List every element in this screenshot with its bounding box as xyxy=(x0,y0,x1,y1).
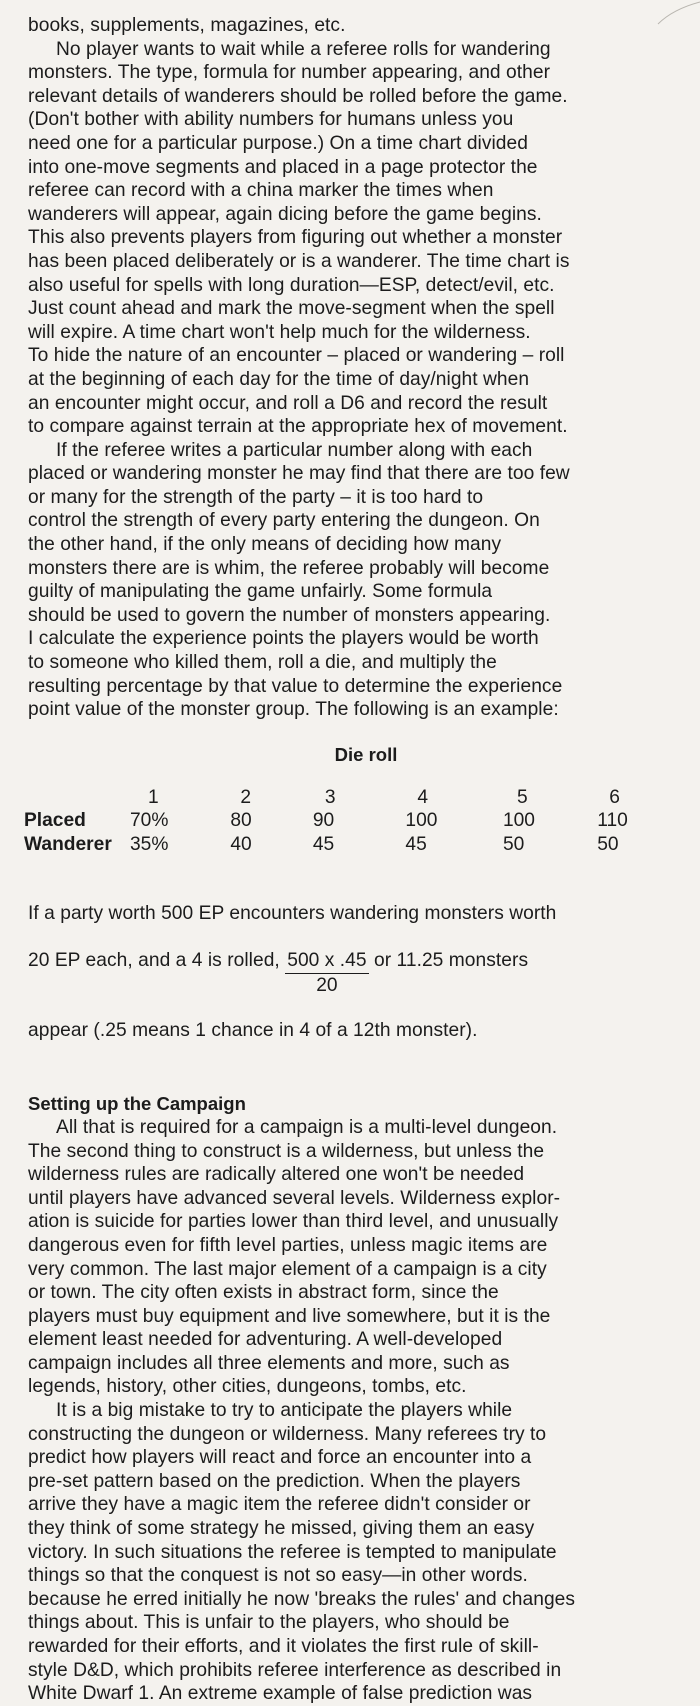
table-column-header: 2 xyxy=(240,786,251,808)
table-column-header: 6 xyxy=(609,786,620,808)
table-column-header: 4 xyxy=(417,786,429,808)
section-heading: Setting up the Campaign xyxy=(28,1093,246,1115)
paragraph-continuation: books, supplements, magazines, etc. xyxy=(28,15,346,36)
table-cell: 100 xyxy=(405,810,438,832)
paragraph-anticipation: It is a big mistake to try to anticipate the players while constructing the dungeon or wilderness. Many referees try to predict how players will react and force an encounter into a pre-set pattern based on the prediction. When the players arrive they have a magic item the referee didn't consider or they think of some strategy he missed, giving them an easy victory. In such situations the referee is tempted to manipulate things so that the conquest is not so easy—in other words. because he erred initially he now 'breaks the rules' and changes things about. This is unfair to the players, who should be rewarded for their efforts, and it violates the first rule of skill- style D&D, which prohibits referee interference as described in White Dwarf 1. An extreme example of false prediction was xyxy=(28,1400,576,1705)
table-cell: 40 xyxy=(230,834,252,855)
table-row-wanderer xyxy=(24,833,670,857)
example-line-2-end: or 11.25 monsters xyxy=(374,950,529,972)
example-fraction xyxy=(285,949,368,997)
table-column-header: 3 xyxy=(324,786,336,808)
page-fold-mark xyxy=(590,0,700,110)
fraction-denominator: 20 xyxy=(316,974,338,996)
table-cell: 70% xyxy=(129,810,169,832)
table-row-label: Wanderer xyxy=(24,834,112,855)
table-cell: 100 xyxy=(502,810,535,832)
example-line-2 xyxy=(28,949,670,997)
table-cell: 90 xyxy=(312,810,335,832)
table-row-placed xyxy=(24,809,670,833)
die-roll-table-title: Die roll xyxy=(334,743,398,765)
table-cell: 35% xyxy=(129,834,169,855)
table-cell: 80 xyxy=(230,810,252,832)
example-line-2-start: 20 EP each, and a 4 is rolled, xyxy=(28,950,280,972)
table-cell: 50 xyxy=(502,834,525,855)
paragraph-campaign-elements: All that is required for a campaign is a multi-level dungeon. The second thing to construct is a wilderness, but unless the wilderness rules are radically altered one won't be needed until players have advanced several levels. Wilderness explor- ation is suicide for parties lower than third level, and unusually dangerous even for fifth level parties, unless magic items are very common. The last major element of a campaign is a city or town. The city often exists in abstract form, since the players must buy equipment and live somewhere, but it is the element least needed for adventuring. A well-developed campaign includes all three elements and more, such as legends, history, other cities, dungeons, tombs, etc. xyxy=(28,1116,561,1398)
table-column-header: 1 xyxy=(147,786,159,808)
table-cell: 45 xyxy=(312,834,335,855)
table-column-header: 5 xyxy=(516,786,528,808)
table-cell: 110 xyxy=(597,810,628,832)
table-cell: 45 xyxy=(405,834,427,855)
table-corner-cell xyxy=(24,786,130,810)
example-line-3: appear (.25 means 1 chance in 4 of a 12th monster). xyxy=(28,1020,478,1042)
table-cell: 50 xyxy=(597,834,619,855)
example-line-1: If a party worth 500 EP encounters wandering monsters worth xyxy=(28,903,557,925)
paragraph-monster-numbers: If the referee writes a particular number along with each placed or wandering monster he may find that there are too few or many for the strength of the party – it is too hard to control the strength of every party entering the dungeon. On the other hand, if the only means of deciding how many monsters there are is whim, the referee probably will become guilty of manipulating the game unfairly. Some formula should be used to govern the number of monsters appearing. I calculate the experience points the players would be worth to someone who killed them, roll a die, and multiply the resulting percentage by that value to determine the experience point value of the monster group. The following is an example: xyxy=(28,439,570,721)
paragraph-wandering-monsters: No player wants to wait while a referee rolls for wandering monsters. The type, formula for number appearing, and other relevant details of wanderers should be rolled before the game. (Don't bother with ability numbers for humans unless you need one for a particular purpose.) On a time chart divided into one-move segments and placed in a page protector the referee can record with a china marker the times when wanderers will appear, again dicing before the game begins. This also prevents players from figuring out whether a monster has been placed deliberately or is a wanderer. The time chart is also useful for spells with long duration—ESP, detect/evil, etc. Just count ahead and mark the move-segment when the spell will expire. A time chart won't help much for the wilderness. To hide the nature of an encounter – placed or wandering – roll at the beginning of each day for the time of day/night when an encounter might occur, and roll a D6 and record the result to compare against terrain at the appropriate hex of movement. xyxy=(28,38,570,438)
die-roll-table xyxy=(24,786,670,857)
fraction-numerator: 500 x .45 xyxy=(285,949,368,974)
worked-example xyxy=(28,879,670,1067)
table-row-label: Placed xyxy=(24,810,86,832)
table-header-row xyxy=(24,786,670,810)
